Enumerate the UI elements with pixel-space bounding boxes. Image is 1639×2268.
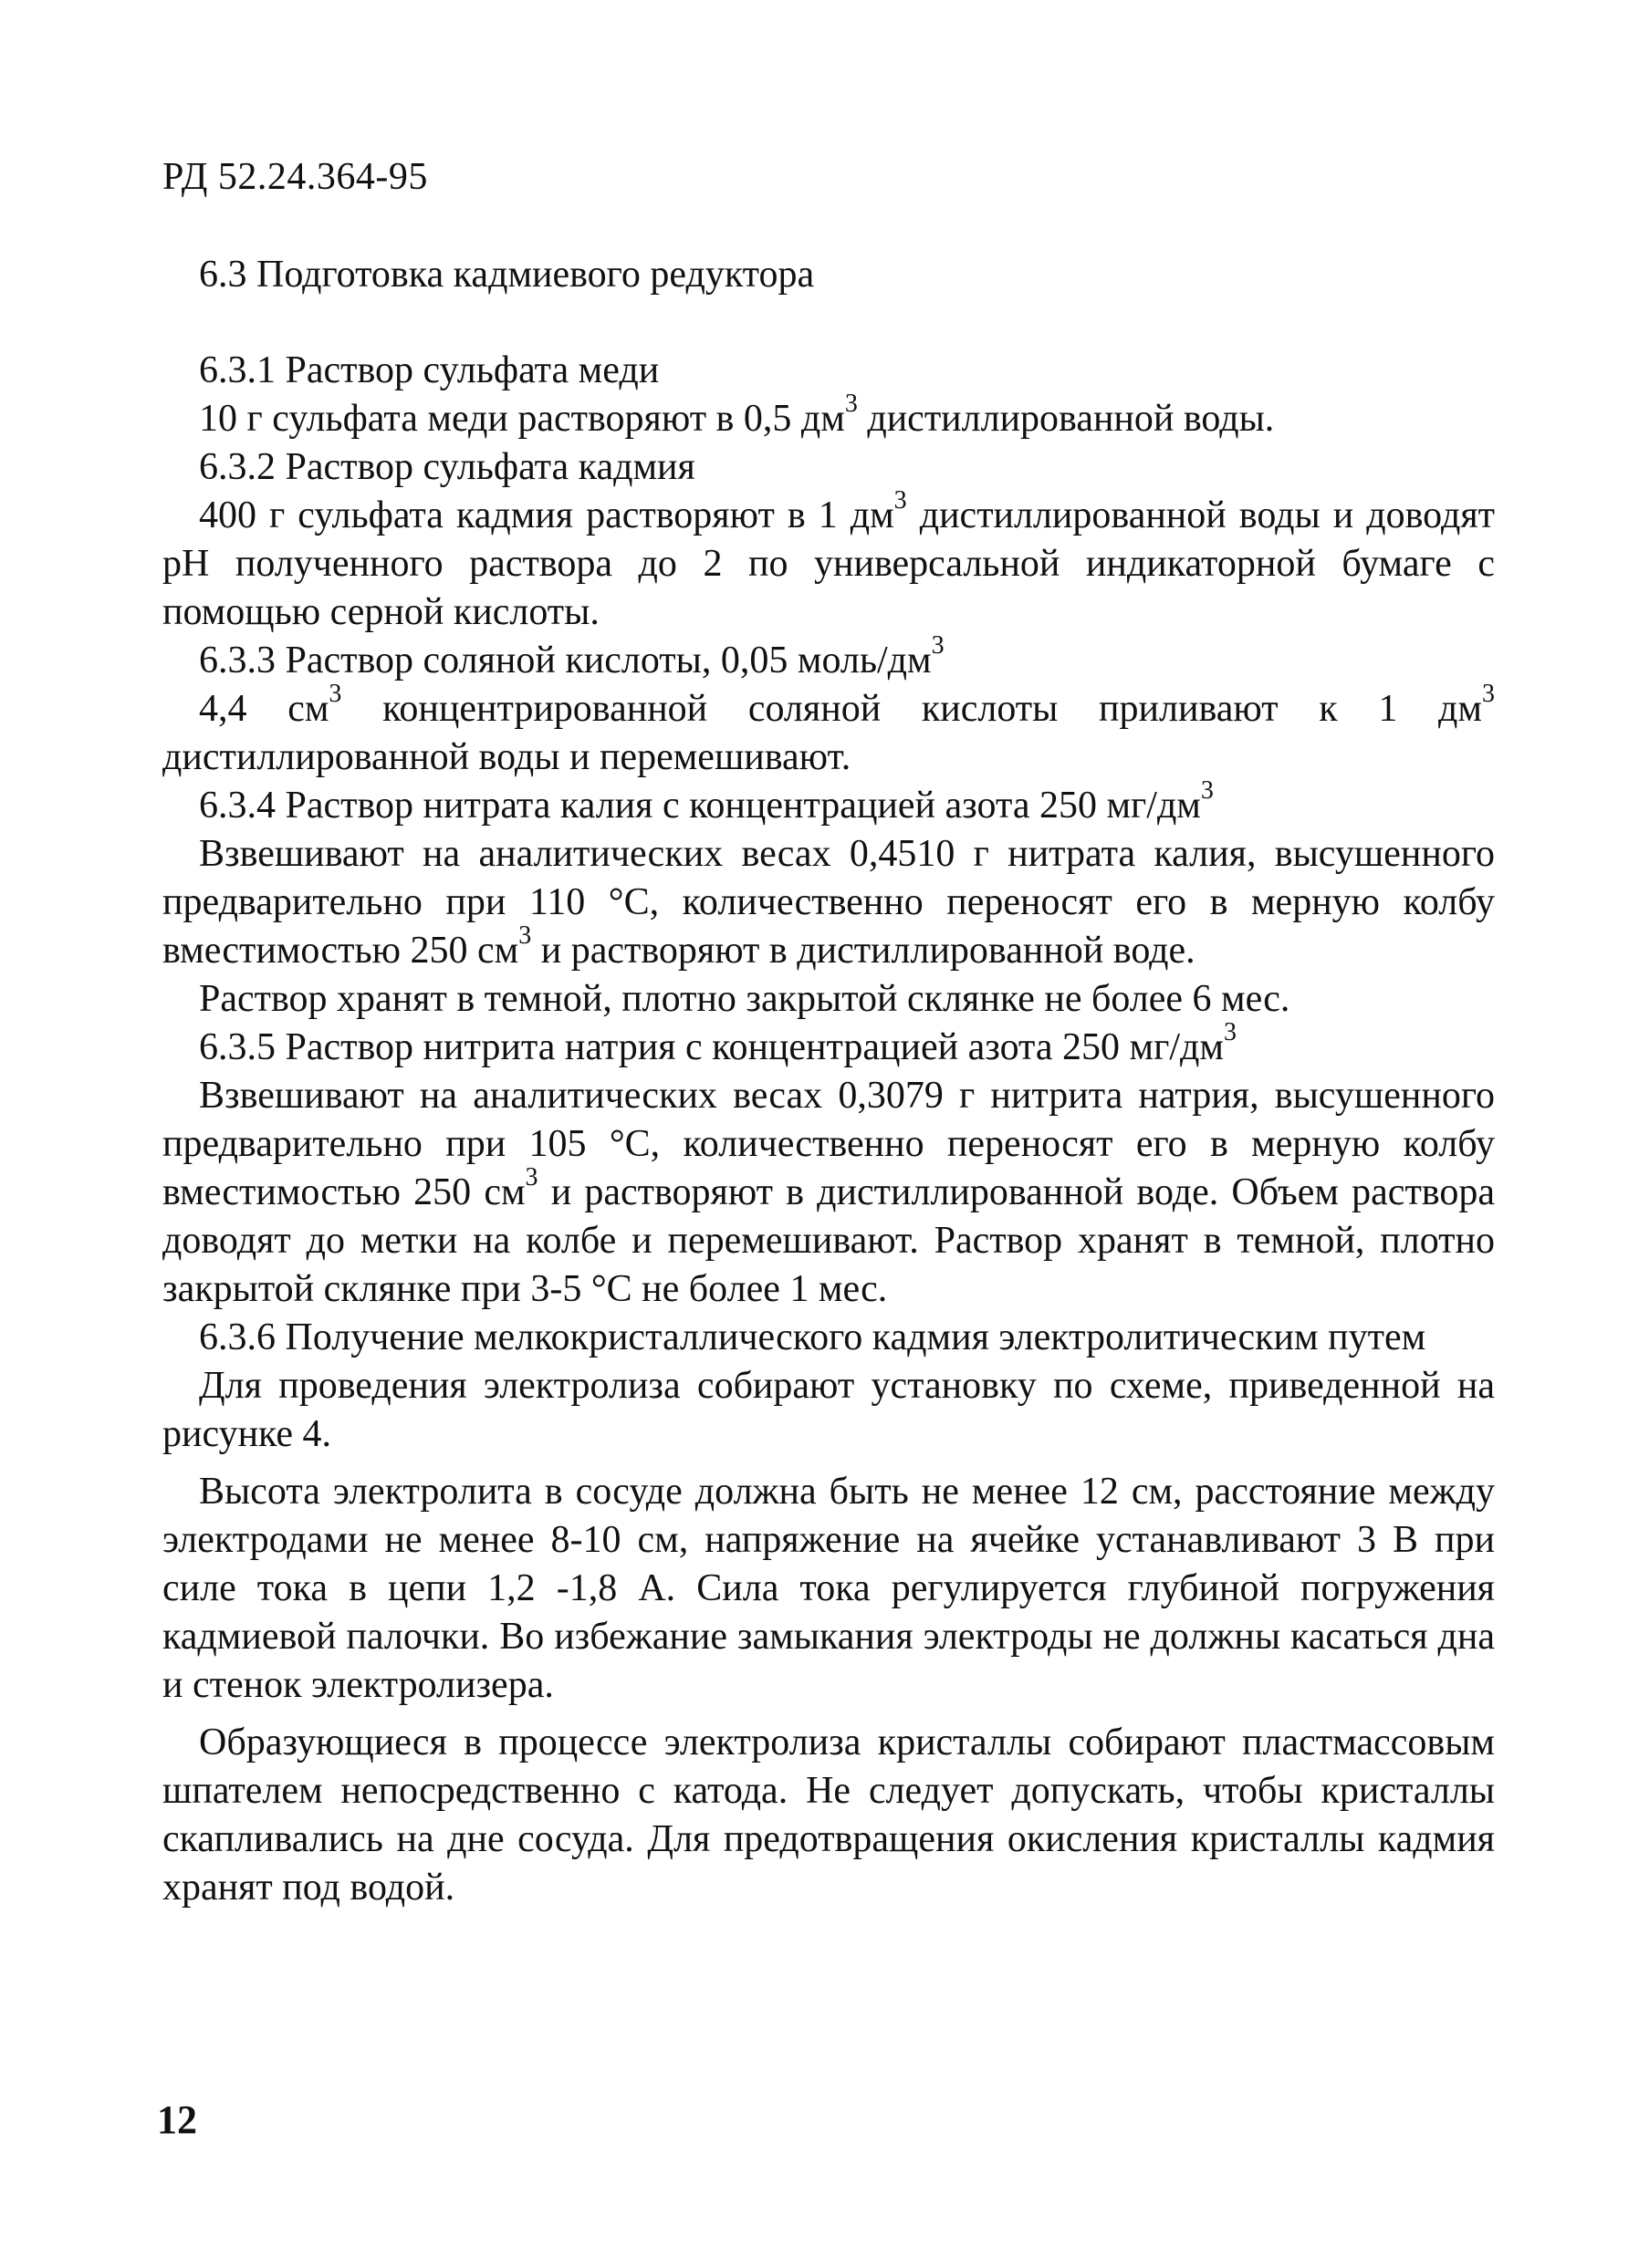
superscript: 3 <box>844 390 858 418</box>
paragraph-6-3-1-title: 6.3.1 Раствор сульфата меди <box>199 349 660 391</box>
paragraph-6-3-2-text: 400 г сульфата кадмия растворяют в 1 $дм^3$ дистиллированной воды и доводят рН полученного раствора до 2 по универсальной индикаторной бумаге с помощью серной кислоты. <box>162 486 1495 633</box>
paragraph-6-3-3-title: 6.3.3 Раствор соляной кислоты, 0,05 моль/$дм^3$ <box>199 631 945 681</box>
paragraph-6-3-4-title: 6.3.4 Раствор нитрата калия с концентрацией азота 250 $мг/дм^3$ <box>199 776 1214 827</box>
paragraph-6-3-5-text: Взвешивают на аналитических весах 0,3079 г нитрита натрия, высушенного предварительно при 105 °С, количественно переносят его в мерную колбу вместимостью 250 $см^3$ и растворяют в дистиллированной воде. Объем раствора доводят до метки на колбе и перемешивают. Раствор хранят в темной, плотно закрытой склянке при 3-5 °С не более 1 мес. <box>162 1075 1495 1310</box>
superscript: 3 <box>1223 1018 1237 1046</box>
superscript: 3 <box>525 1163 538 1191</box>
paragraph-crystal-collection: Образующиеся в процессе электролиза кристаллы собирают пластмассовым шпателем непосредственно с катода. Не следует допускать, чтобы кристаллы скапливались на дне сосуда. Для предотвращения окисления кристаллы кадмия хранят под водой. <box>162 1722 1495 1909</box>
section-heading: 6.3 Подготовка кадмиевого редуктора <box>199 254 815 296</box>
paragraph-6-3-6-text: Для проведения электролиза собирают установку по схеме, приведенной на рисунке 4. <box>162 1365 1495 1455</box>
paragraph-6-3-4-storage: Раствор хранят в темной, плотно закрытой склянке не более 6 мес. <box>199 978 1290 1020</box>
paragraph-electrolyte-conditions: Высота электролита в сосуде должна быть не менее 12 см, расстояние между электродами не менее 8-10 см, напряжение на ячейке устанавливают 3 В при силе тока в цепи 1,2 -1,8 А. Сила тока регулируется глубиной погружения кадмиевой палочки. Во избежание замыкания электроды не должны касаться дна и стенок электролизера. <box>162 1471 1495 1706</box>
paragraph-6-3-2-title: 6.3.2 Раствор сульфата кадмия <box>199 446 695 488</box>
page-number: 12 <box>157 2097 197 2142</box>
paragraph-6-3-5-title: 6.3.5 Раствор нитрита натрия с концентрацией азота 250 $мг/дм^3$ <box>199 1018 1237 1068</box>
superscript: 3 <box>518 921 532 950</box>
superscript: 3 <box>1200 776 1214 805</box>
superscript: 3 <box>931 631 945 660</box>
superscript: 3 <box>329 680 342 708</box>
paragraph-6-3-3-text: 4,4 $см^3$ концентрированной соляной кислоты приливают к 1 $дм^3$ дистиллированной воды и перемешивают. <box>162 680 1495 778</box>
document-body <box>162 347 1495 1912</box>
paragraph-6-3-1-text: 10 г сульфата меди растворяют в 0,5 $дм^3$ дистиллированной воды. <box>199 390 1275 440</box>
superscript: 3 <box>893 486 907 515</box>
document-code: РД 52.24.364-95 <box>162 156 428 198</box>
superscript: 3 <box>1481 680 1495 708</box>
paragraph-6-3-4-text: Взвешивают на аналитических весах 0,4510 г нитрата калия, высушенного предварительно при 110 °С, количественно переносят его в мерную колбу вместимостью 250 $см^3$ и растворяют в дистиллированной воде. <box>162 833 1495 972</box>
paragraph-6-3-6-title: 6.3.6 Получение мелкокристаллического кадмия электролитическим путем <box>199 1316 1426 1358</box>
